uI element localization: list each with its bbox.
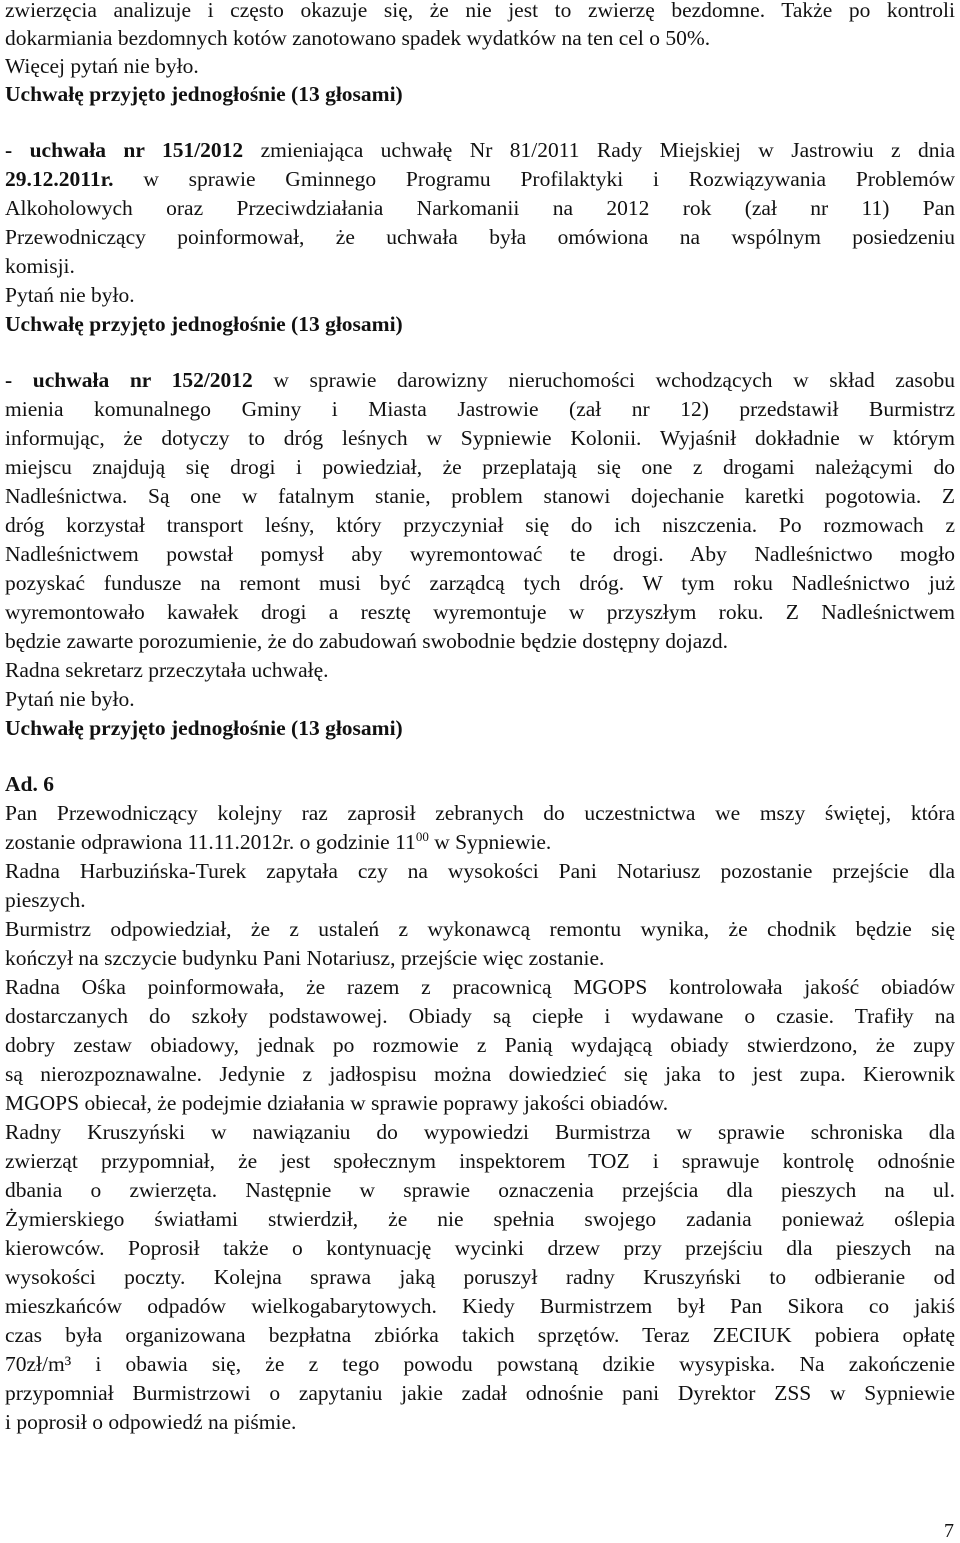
text-line: Alkoholowych oraz Przeciwdziałania Narkomanii na 2012 rok (zał nr 11) Pan: [5, 196, 955, 220]
text-line: przypomniał Burmistrzowi o zapytaniu jakie zadał odnośnie pani Dyrektor ZSS w Sypniewie: [5, 1381, 955, 1405]
text-span: w Sypniewie.: [428, 830, 552, 854]
text-line: Radna sekretarz przeczytała uchwałę.: [5, 658, 329, 682]
text-line: Burmistrz odpowiedział, że z ustaleń z wykonawcą remontu wynika, że chodnik będzie się: [5, 917, 955, 941]
text-line: są nierozpoznawalne. Jedynie z jadłospisu można dowiedzieć się jaka to jest zupa. Kierownik: [5, 1062, 955, 1086]
text-line: pieszych.: [5, 888, 86, 912]
text-line: kończył na szczycie budynku Pani Notariusz, przejście więc zostanie.: [5, 946, 605, 970]
text-line: informując, że dotyczy to dróg leśnych w Sypniewie Kolonii. Wyjaśnił dokładnie w którym: [5, 426, 955, 450]
text-line: dróg korzystał transport leśny, który przyczyniał się do ich niszczenia. Po rozmowach z: [5, 513, 955, 537]
text-span: w sprawie darowizny nieruchomości wchodzących w skład zasobu: [252, 368, 956, 392]
text-line: czas była organizowana bezpłatna zbiórka takich sprzętów. Teraz ZECIUK pobiera opłatę: [5, 1323, 955, 1347]
text-line: Radna Harbuzińska-Turek zapytała czy na wysokości Pani Notariusz pozostanie przejście dla: [5, 859, 955, 883]
text-line: będzie zawarte porozumienie, że do zabudowań swobodnie będzie dostępny dojazd.: [5, 629, 728, 653]
superscript-minutes: 00: [415, 828, 429, 844]
resolution-151-label: - uchwała nr 151/2012: [5, 138, 244, 162]
text-line: dokarmiania bezdomnych kotów zanotowano spadek wydatków na ten cel o 50%.: [5, 26, 711, 50]
text-line: Pytań nie było.: [5, 283, 135, 307]
text-line: i poprosił o odpowiedź na piśmie.: [5, 1410, 297, 1434]
text-line: dostarczanych do szkoły podstawowej. Obiady są ciepłe i wydawane o czasie. Trafiły na: [5, 1004, 955, 1028]
vote-result: Uchwałę przyjęto jednogłośnie (13 głosami): [5, 312, 403, 336]
text-line: 70zł/m³ i obawia się, że z tego powodu powstaną dzikie wysypiska. Na zakończenie: [5, 1352, 955, 1376]
text-line: dbania o zwierzęta. Następnie w sprawie oznaczenia przejścia dla pieszych na ul.: [5, 1178, 955, 1202]
text-line: wysokości poczty. Kolejna sprawa jaką poruszył radny Kruszyński to odbieranie od: [5, 1265, 955, 1289]
text-line: pozyskać fundusze na remont musi być zarządcą tych dróg. W tym roku Nadleśnictwo już: [5, 571, 955, 595]
text-span: zmieniająca uchwałę Nr 81/2011 Rady Miejskiej w Jastrowiu z dnia: [243, 138, 956, 162]
resolution-151-line: [5, 165, 955, 193]
text-line: mienia komunalnego Gminy i Miasta Jastrowie (zał nr 12) przedstawił Burmistrz: [5, 397, 955, 421]
section-heading: Ad. 6: [5, 772, 54, 796]
resolution-152-line: [5, 366, 955, 394]
text-line: zwierząt przypomniał, że jest społecznym inspektorem TOZ i sprawuje kontrolę odnośnie: [5, 1149, 955, 1173]
vote-result: Uchwałę przyjęto jednogłośnie (13 głosami): [5, 82, 403, 106]
text-line: [5, 828, 551, 856]
text-line: MGOPS obiecał, że podejmie działania w sprawie poprawy jakości obiadów.: [5, 1091, 669, 1115]
text-line: Radna Ośka poinformowała, że razem z pracownicą MGOPS kontrolowała jakość obiadów: [5, 975, 955, 999]
text-line: Nadleśnictwem powstał pomysł aby wyremontować te drogi. Aby Nadleśnictwo mogło: [5, 542, 955, 566]
text-line: Nadleśnictwa. Są one w fatalnym stanie, problem stanowi dojechanie karetki pogotowia. Z: [5, 484, 955, 508]
text-line: wyremontowało kawałek drogi a resztę wyremontuje w przyszłym roku. Z Nadleśnictwem: [5, 600, 955, 624]
vote-result: Uchwałę przyjęto jednogłośnie (13 głosami): [5, 716, 403, 740]
text-line: miejscu znajdują się drogi i powiedział, że przeplatają się one z drogami należącymi do: [5, 455, 955, 479]
text-span: zostanie odprawiona 11.11.2012r. o godzinie 11: [5, 830, 416, 854]
text-line: zwierzęcia analizuje i często okazuje się, że nie jest to zwierzę bezdomne. Także po kontroli: [5, 0, 955, 22]
text-line: Przewodniczący poinformował, że uchwała była omówiona na wspólnym posiedzeniu: [5, 225, 955, 249]
text-line: Pan Przewodniczący kolejny raz zaprosił zebranych do uczestnictwa we mszy świętej, która: [5, 801, 955, 825]
page-number: 7: [944, 1520, 954, 1542]
resolution-151-date: 29.12.2011r.: [5, 167, 114, 191]
text-line: komisji.: [5, 254, 75, 278]
resolution-152-label: - uchwała nr 152/2012: [5, 368, 253, 392]
text-line: kierowców. Poprosił także o kontynuację wycinki drzew przy przejściu dla pieszych na: [5, 1236, 955, 1260]
text-line: Więcej pytań nie było.: [5, 54, 199, 78]
text-span: w sprawie Gminnego Programu Profilaktyki i Rozwiązywania Problemów: [113, 167, 955, 191]
resolution-151-line: [5, 136, 955, 164]
text-line: Pytań nie było.: [5, 687, 135, 711]
text-line: mieszkańców odpadów wielkogabarytowych. Kiedy Burmistrzem był Pan Sikora co jakiś: [5, 1294, 955, 1318]
text-line: Radny Kruszyński w nawiązaniu do wypowiedzi Burmistrza w sprawie schroniska dla: [5, 1120, 955, 1144]
text-line: Żymierskiego światłami stwierdził, że nie spełnia swojego zadania ponieważ oślepia: [5, 1207, 955, 1231]
text-line: dobry zestaw obiadowy, jednak po rozmowie z Panią wydającą obiady stwierdzono, że zupy: [5, 1033, 955, 1057]
